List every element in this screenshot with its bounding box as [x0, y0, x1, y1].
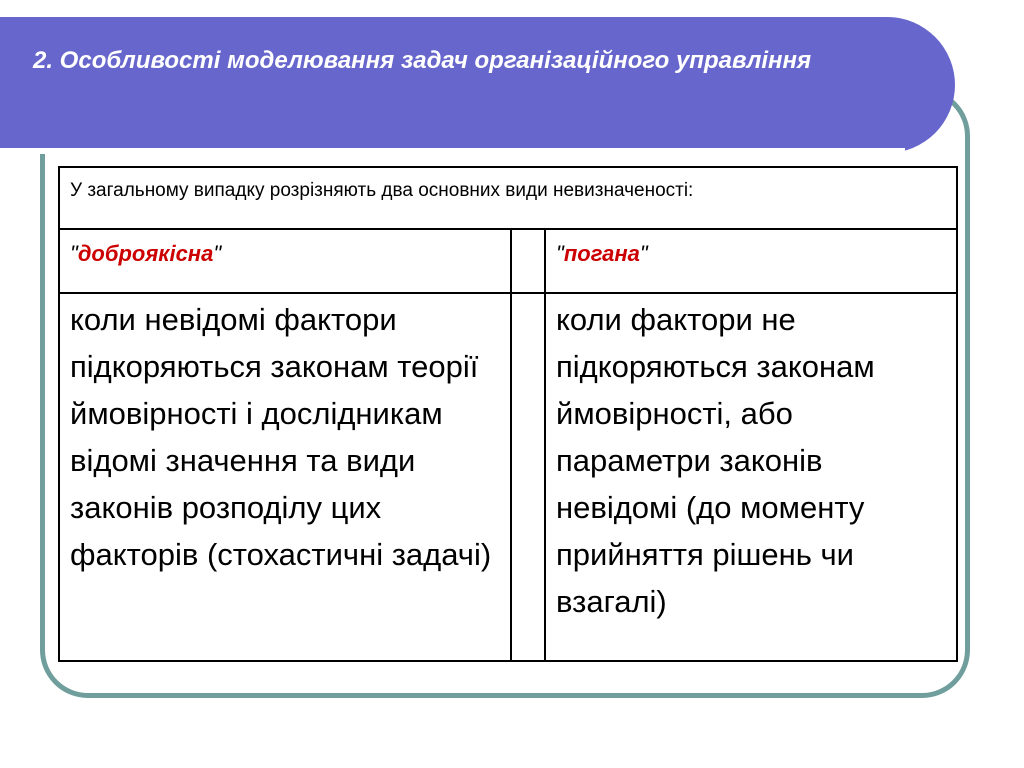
kind-bad-term: погана [563, 241, 640, 266]
title-banner [0, 17, 955, 153]
open-quote: " [556, 241, 564, 266]
uncertainty-table [58, 166, 958, 662]
close-quote: " [213, 241, 222, 266]
banner-underline [0, 148, 905, 154]
open-quote: " [70, 241, 78, 266]
kind-benign-term: доброякісна [77, 241, 214, 266]
close-quote: " [639, 241, 648, 266]
kind-benign-cell [59, 229, 511, 293]
separator-cell [511, 293, 545, 661]
separator-cell [511, 229, 545, 293]
intro-row [59, 167, 957, 229]
kinds-row [59, 229, 957, 293]
slide-title: 2. Особливості моделювання задач організаційного управління [33, 47, 812, 74]
kind-bad-cell [545, 229, 957, 293]
kind-bad-description: коли фактори не підкоряються законам ймовірності, або параметри законів невідомі (до моменту прийняття рішень чи взагалі) [545, 293, 957, 661]
intro-text: У загальному випадку розрізняють два основних види невизначеності: [59, 167, 957, 229]
kind-benign-description: коли невідомі фактори підкоряються законам теорії ймовірності і дослідникам відомі значення та види законів розподілу цих факторів (стохастичні задачі) [59, 293, 511, 661]
descriptions-row [59, 293, 957, 661]
